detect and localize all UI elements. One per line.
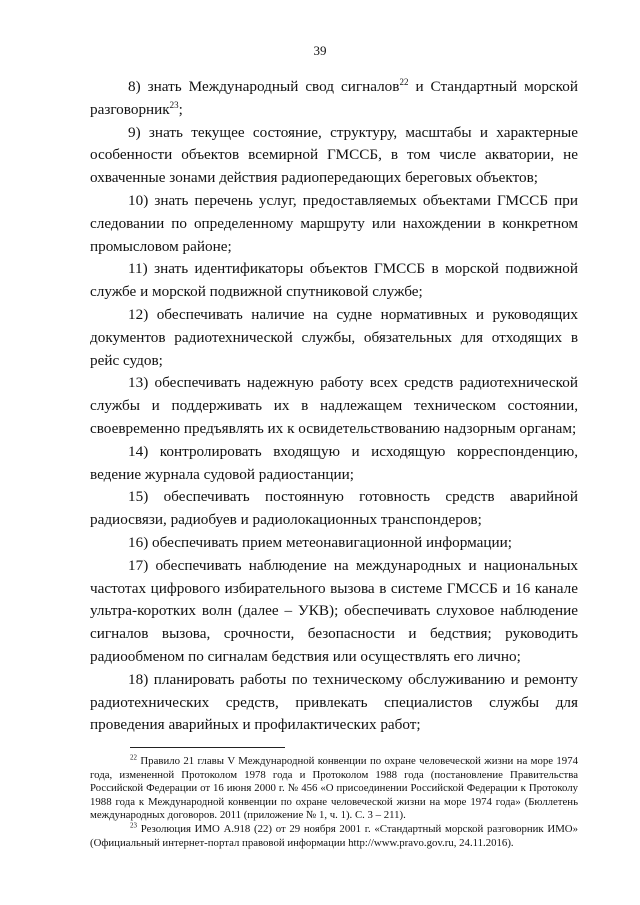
footnote-mark: 22 xyxy=(130,753,137,762)
paragraph-9: 9) знать текущее состояние, структуру, масштабы и характерные особенности объектов всемирной ГМССБ, в том числе акватории, не охваченные зонами действия радиопередающих береговых объектов; xyxy=(90,123,578,187)
paragraph-11: 11) знать идентификаторы объектов ГМССБ в морской подвижной службе и морской подвижной спутниковой службе; xyxy=(90,260,578,301)
paragraph-14: 14) контролировать входящую и исходящую корреспонденцию, ведение журнала судовой радиостанции; xyxy=(90,442,578,483)
footnote-text: Резолюция ИМО A.918 (22) от 29 ноября 2001 г. «Стандартный морской разговорник ИМО» (Официальный интернет-портал правовой информации http://www.pravo.gov.ru, 24.11.2016). xyxy=(90,822,578,849)
paragraph-text: 8) знать Международный свод сигналов xyxy=(128,78,400,95)
paragraph-18: 18) планировать работы по техническому обслуживанию и ремонту радиотехнических средств, привлекать специалистов службы для проведения аварийных и профилактических работ; xyxy=(90,670,578,734)
page-number: 39 xyxy=(313,43,327,58)
footnote-mark: 23 xyxy=(130,821,137,830)
footnote-ref-22: 22 xyxy=(399,76,409,87)
footnotes xyxy=(90,755,578,850)
paragraph-17: 17) обеспечивать наблюдение на международных и национальных частотах цифрового избирательного вызова в системе ГМССБ и 16 канале ультра-коротких волн (далее – УКВ); обеспечивать слуховое наблюдение сигналов вызова, срочности, безопасности и бедствия; руководить радиообменом по сигналам бедствия или осуществлять его лично; xyxy=(90,556,578,665)
paragraph-13: 13) обеспечивать надежную работу всех средств радиотехнической службы и поддерживать их в надлежащем техническом состоянии, своевременно предъявлять их к освидетельствованию надзорным органам; xyxy=(90,374,578,437)
paragraph-10: 10) знать перечень услуг, предоставляемых объектами ГМССБ при следовании по определенному маршруту или нахождении в конкретном промысловом районе; xyxy=(90,191,578,255)
paragraph-16: 16) обеспечивать прием метеонавигационной информации; xyxy=(128,533,512,551)
paragraph-text-cont: и Стандартный морской разговорник xyxy=(90,78,578,118)
footnote-22 xyxy=(90,755,578,823)
paragraph-15: 15) обеспечивать постоянную готовность средств аварийной радиосвязи, радиобуев и радиолокационных транспондеров; xyxy=(90,488,578,529)
footnote-divider xyxy=(130,747,285,748)
body-text xyxy=(90,76,578,737)
footnote-ref-23: 23 xyxy=(169,99,179,110)
paragraph-8 xyxy=(90,76,578,122)
paragraph-text-end: ; xyxy=(178,100,183,118)
paragraph-12: 12) обеспечивать наличие на судне нормативных и руководящих документов радиотехнической службы, обязательных для отходящих в рейс судов; xyxy=(90,305,578,369)
footnote-23 xyxy=(90,823,578,850)
footnote-text: Правило 21 главы V Международной конвенции по охране человеческой жизни на море 1974 года, измененной Протоколом 1978 года и Протоколом 1988 года (постановление Правительства Российской Федерации от 16 июня 2000 г. № 456 «О присоединении Российской Федерации к Протоколу 1988 года к Международной конвенции по охране человеческой жизни на море 1974 года» (Бюллетень международных договоров. 2011 (приложение № 1, ч. 1). С. 3 – 211). xyxy=(90,755,578,822)
